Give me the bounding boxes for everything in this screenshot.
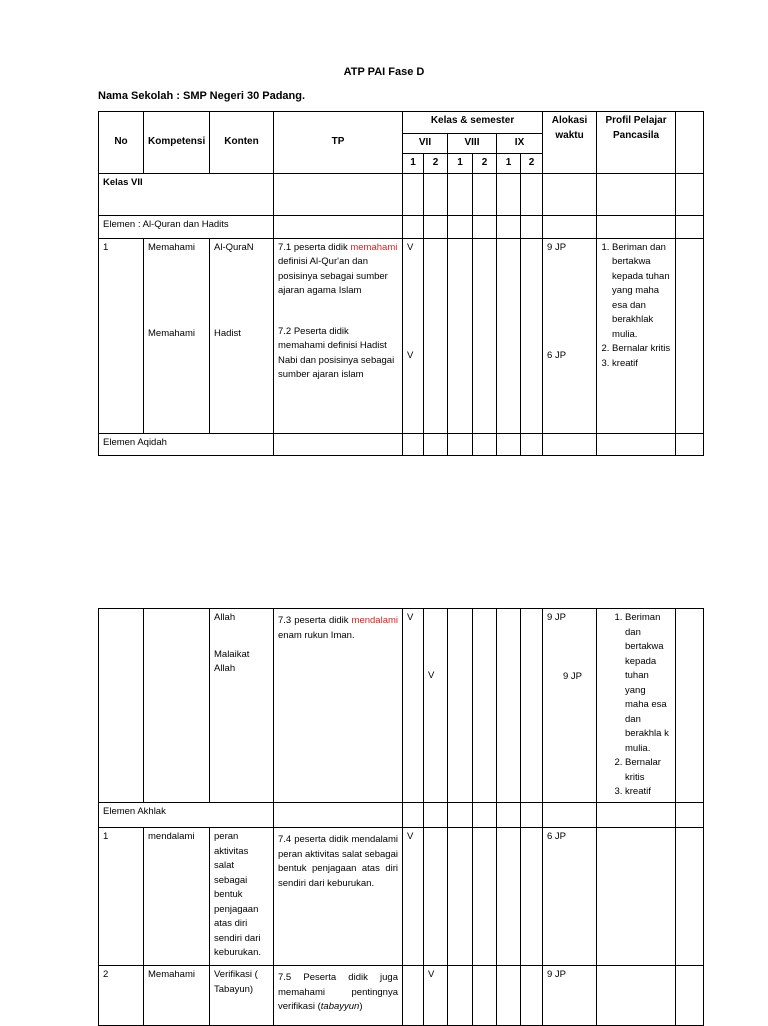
alokasi-cell: 9 JP 9 JP xyxy=(543,609,597,803)
atp-table-page2 xyxy=(98,608,704,1026)
table-row xyxy=(99,433,704,455)
header-sem-2: 2 xyxy=(473,154,497,174)
kompetensi-cell: mendalami xyxy=(144,828,210,966)
header-kelas-semester: Kelas & semester xyxy=(403,112,543,134)
tp-cell: 7.5 Peserta didik juga memahami pentingnya verifikasi (tabayyun) xyxy=(274,966,403,1026)
header-vii: VII xyxy=(403,134,448,154)
profil-cell: 1. Beriman dan bertakwa kepada tuhan yang maha esa dan berakhla k mulia. 2. Bernalar kritis 3. kreatif xyxy=(597,609,676,803)
header-sem-1: 1 xyxy=(448,154,473,174)
semester-mark-cell: V xyxy=(424,966,448,1026)
row-number: 1 xyxy=(99,828,144,966)
konten-cell: Al-QuraN Hadist xyxy=(210,238,274,433)
kompetensi-cell: Memahami xyxy=(144,966,210,1026)
profil-cell: 1. Beriman dan bertakwa kepada tuhan yang maha esa dan berakhlak mulia. 2. Bernalar kritis 3. kreatif xyxy=(597,238,676,433)
semester-mark-cell: V xyxy=(403,828,424,966)
elemen-label: Elemen : Al-Quran dan Hadits xyxy=(99,215,274,238)
semester-mark-cell: V V xyxy=(403,238,424,433)
header-viii: VIII xyxy=(448,134,497,154)
tp-cell: 7.4 peserta didik mendalami peran aktivitas salat sebagai bentuk penjagaan atas diri sendiri dari keburukan. xyxy=(274,828,403,966)
konten-cell: peran aktivitas salat sebagai bentuk penjagaan atas diri sendiri dari keburukan. xyxy=(210,828,274,966)
header-sem-2: 2 xyxy=(424,154,448,174)
atp-table-page1 xyxy=(98,111,704,456)
table-row xyxy=(99,609,704,803)
table-row xyxy=(99,828,704,966)
document-title: ATP PAI Fase D xyxy=(343,66,425,78)
konten-cell: Allah Malaikat Allah xyxy=(210,609,274,803)
table-row xyxy=(99,173,704,215)
alokasi-cell: 6 JP xyxy=(543,828,597,966)
table-row xyxy=(99,803,704,828)
header-kompetensi: Kompetensi xyxy=(144,112,210,174)
kelas-label: Kelas VII xyxy=(99,173,274,215)
header-empty xyxy=(676,112,704,174)
tp-cell: 7.3 peserta didik mendalami enam rukun Iman. xyxy=(274,609,403,803)
elemen-label: Elemen Aqidah xyxy=(99,433,274,455)
header-sem-1: 1 xyxy=(403,154,424,174)
header-sem-2: 2 xyxy=(521,154,543,174)
semester-mark-cell: V xyxy=(424,609,448,803)
row-number: 2 xyxy=(99,966,144,1026)
header-tp: TP xyxy=(274,112,403,174)
header-ix: IX xyxy=(497,134,543,154)
header-sem-1: 1 xyxy=(497,154,521,174)
table-row xyxy=(99,215,704,238)
konten-cell: Verifikasi ( Tabayun) xyxy=(210,966,274,1026)
kompetensi-cell: Memahami Memahami xyxy=(144,238,210,433)
header-no: No xyxy=(99,112,144,174)
header-konten: Konten xyxy=(210,112,274,174)
table-row xyxy=(99,966,704,1026)
elemen-label: Elemen Akhlak xyxy=(99,803,274,828)
header-alokasi: Alokasi waktu xyxy=(543,112,597,174)
row-number: 1 xyxy=(99,238,144,433)
alokasi-cell: 9 JP 6 JP xyxy=(543,238,597,433)
header-profil: Profil Pelajar Pancasila xyxy=(597,112,676,174)
table-row xyxy=(99,238,704,433)
tp-cell: 7.1 peserta didik memahami definisi Al-Qur'an dan posisinya sebagai sumber ajaran agama Islam 7.2 Peserta didik memahami definisi Hadist Nabi dan posisinya sebagai sumber ajaran islam xyxy=(274,238,403,433)
school-name: Nama Sekolah : SMP Negeri 30 Padang. xyxy=(98,90,306,102)
semester-mark-cell: V xyxy=(403,609,424,803)
alokasi-cell: 9 JP xyxy=(543,966,597,1026)
